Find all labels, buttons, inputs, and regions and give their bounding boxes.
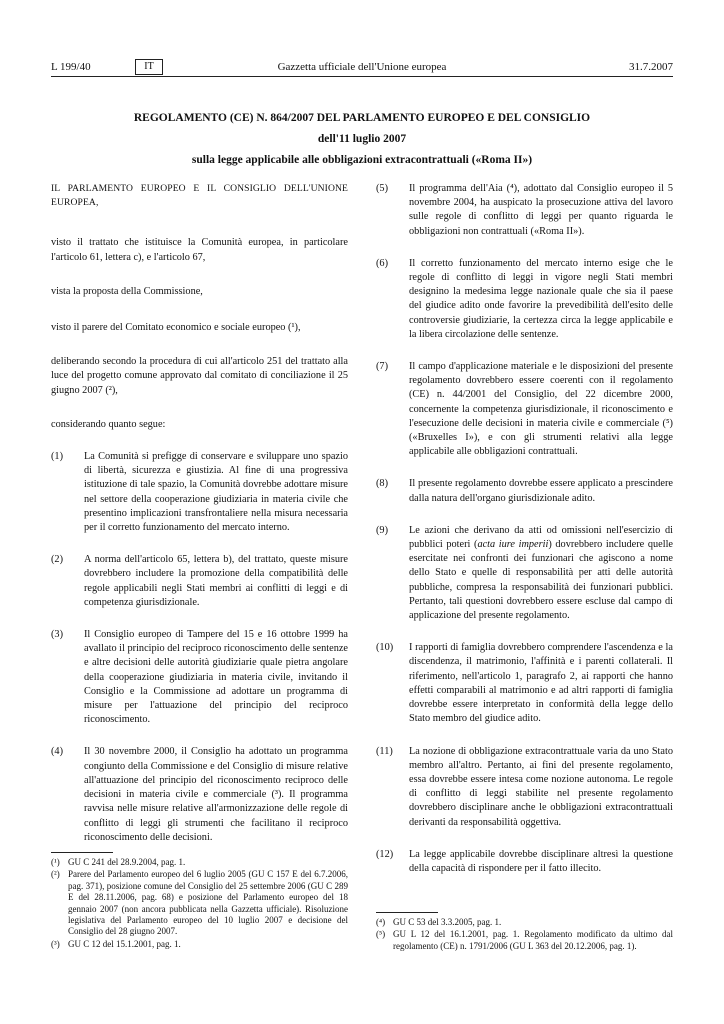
footnote-number: (⁵) xyxy=(376,929,386,940)
recital-text: Il programma dell'Aia (⁴), adottato dal Consiglio europeo il 5 novembre 2004, ha auspicato la prosecuzione attiva del lavoro sulle regole di conflitto di leggi per quanto riguarda le obbligazioni non contrattuali («Roma II»). xyxy=(409,183,673,237)
footnote xyxy=(376,929,673,952)
footnote xyxy=(51,869,348,937)
recital-text: A norma dell'articolo 65, lettera b), del trattato, queste misure dovrebbero includere la promozione della compatibilità delle regole applicabili negli Stati membri ai conflitti di leggi e di competenza giurisdizionale. xyxy=(84,554,348,608)
footnote-number: (²) xyxy=(51,869,60,880)
recital-text: La nozione di obbligazione extracontrattuale varia da uno Stato membro all'altro. Pertanto, ai fini del presente regolamento, essa dovrebbe essere intesa come nozione autonoma. Le regole di conflitto di leggi stabilite nel presente regolamento dovrebbero disciplinare anche le obbligazioni extracontrattuali derivanti da responsabilità oggettiva. xyxy=(409,745,673,828)
footnote-text: GU C 12 del 15.1.2001, pag. 1. xyxy=(68,938,181,949)
left-column xyxy=(51,182,348,863)
recital xyxy=(51,745,348,844)
recital-number: (8) xyxy=(376,478,389,490)
footnote-text: GU C 53 del 3.3.2005, pag. 1. xyxy=(393,917,502,927)
right-column xyxy=(376,182,673,894)
footnote-number: (³) xyxy=(51,938,60,949)
recital-text: Il 30 novembre 2000, il Consiglio ha adottato un programma congiunto della Commissione e del Consiglio di misure relative all'attuazione del principio del riconoscimento reciproco delle decisioni in materia civile e commerciale (³). Il programma ravvisa nelle misure relative all'armonizzazione delle regole di conflitto di leggi gli strumenti che facilitano il reciproco riconoscimento delle decisioni. xyxy=(84,746,348,843)
recital xyxy=(376,745,673,830)
recital xyxy=(376,641,673,726)
footnote xyxy=(51,939,348,950)
latin-term: acta iure imperii xyxy=(477,539,549,551)
recital-number: (11) xyxy=(376,745,393,757)
recital-number: (12) xyxy=(376,848,394,860)
recital xyxy=(376,524,673,623)
recital-text: Il corretto funzionamento del mercato interno esige che le regole di conflitto di leggi in vigore negli Stati membri designino la medesima legge nazionale quale che sia il paese del giudice adito onde favorire la prevedibilità dell'esito delle controversie giudiziarie, la certezza circa la legge applicabile e la libera circolazione delle sentenze. xyxy=(409,257,673,340)
recital xyxy=(51,553,348,610)
title-line-1: REGOLAMENTO (CE) N. 864/2007 DEL PARLAMENTO EUROPEO E DEL CONSIGLIO xyxy=(133,112,591,124)
gazette-title: Gazzetta ufficiale dell'Unione europea xyxy=(277,61,447,73)
footnote-text: GU L 12 del 16.1.2001, pag. 1. Regolamento modificato da ultimo dal regolamento (CE) n. 1791/2006 (GU L 363 del 20.12.2006, pag. 1). xyxy=(393,929,673,951)
recital xyxy=(376,257,673,342)
page-header xyxy=(51,58,673,77)
recital-number: (9) xyxy=(376,524,389,536)
preamble-paragraph: vista la proposta della Commissione, xyxy=(51,285,203,297)
preamble-paragraph: visto il trattato che istituisce la Comunità europea, in particolare l'articolo 61, lettera c), e l'articolo 67, xyxy=(51,237,348,263)
regulation-title xyxy=(51,108,673,171)
recital-text: La Comunità si prefigge di conservare e sviluppare uno spazio di libertà, sicurezza e giustizia. Al fine di una progressiva istituzione di tale spazio, la Comunità dovrebbe adottare misure nel settore della cooperazione giudiziaria in materia civile che presentino implicazioni transfrontaliere nella misura necessaria per il corretto funzionamento del mercato interno. xyxy=(84,451,348,534)
recital xyxy=(376,182,673,239)
recital-text-part: ) dovrebbero includere quelle esercitate nei confronti dei funzionari che agiscono a nome dello Stato e quelle di responsabilità per atti delle autorità pubbliche, compresa la responsabilità dei funzionari pubblici. Pertanto, tali questioni dovrebbero essere escluse dal campo di applicazione del presente regolamento. xyxy=(409,539,673,622)
recital-text xyxy=(409,524,673,623)
preamble-paragraph: deliberando secondo la procedura di cui all'articolo 251 del trattato alla luce del progetto comune approvato dal comitato di conciliazione il 25 giugno 2007 (²), xyxy=(51,356,348,396)
recital-text: I rapporti di famiglia dovrebbero comprendere l'ascendenza e la discendenza, il matrimonio, l'affinità e i parenti collaterali. Il riferimento, nell'articolo 1, paragrafo 2, ai rapporti che hanno effetti comparabili al matrimonio e ad altri rapporti di famiglia dovrebbe essere interpretato in conformità della legge dello Stato membro del giudice adito. xyxy=(409,642,673,725)
title-line-3: sulla legge applicabile alle obbligazioni extracontrattuali («Roma II») xyxy=(191,154,533,166)
recital-text: Il presente regolamento dovrebbe essere applicato a prescindere dalla natura dell'organo giurisdizionale adito. xyxy=(409,478,673,504)
recital-number: (2) xyxy=(51,554,64,566)
recital-number: (3) xyxy=(51,629,64,641)
recital-text: Il Consiglio europeo di Tampere del 15 e 16 ottobre 1999 ha avallato il principio del reciproco riconoscimento delle sentenze e altre decisioni delle autorità giudiziarie quale pietra angolare della cooperazione giudiziaria in materia civile, invitando il Consiglio e la Commissione ad adottare un programma di misure per l'attuazione del principio del reciproco riconoscimento. xyxy=(84,629,348,726)
recital-text-part: Le azioni che derivano da atti od omissioni nell'esercizio di pubblici poteri ( xyxy=(409,524,673,551)
publication-date: 31.7.2007 xyxy=(629,61,673,73)
footnote xyxy=(376,917,673,928)
recital xyxy=(376,848,673,876)
title-line-2: dell'11 luglio 2007 xyxy=(317,133,407,145)
footnotes-right xyxy=(376,908,673,953)
recital-number: (10) xyxy=(376,642,394,654)
footnote-divider xyxy=(51,852,113,853)
footnote-number: (⁴) xyxy=(376,917,386,927)
recital-number: (4) xyxy=(51,746,64,758)
footnotes-left xyxy=(51,848,348,951)
language-code-box: IT xyxy=(135,59,163,75)
footnote-number: (¹) xyxy=(51,857,60,867)
footnote-divider xyxy=(376,912,438,913)
preamble-paragraph: considerando quanto segue: xyxy=(51,418,166,430)
recital-number: (1) xyxy=(51,451,64,463)
recital-number: (7) xyxy=(376,361,389,373)
footnote xyxy=(51,857,348,868)
preamble-paragraph: visto il parere del Comitato economico e sociale europeo (¹), xyxy=(51,322,301,334)
footnote-text: GU C 241 del 28.9.2004, pag. 1. xyxy=(68,857,186,867)
recital-number: (6) xyxy=(376,257,389,269)
preamble-intro: IL PARLAMENTO EUROPEO E IL CONSIGLIO DELL'UNIONE EUROPEA, xyxy=(51,183,348,209)
page-reference: L 199/40 xyxy=(51,61,91,73)
recital xyxy=(51,450,348,535)
recital xyxy=(51,628,348,727)
footnote-text: Parere del Parlamento europeo del 6 luglio 2005 (GU C 157 E del 6.7.2006, pag. 371), posizione comune del Consiglio del 25 settembre 2006 (GU C 289 E del 28.11.2006, pag. 68) e posizione del Parlamento europeo del 18 gennaio 2007 (non ancora pubblicata nella Gazzetta ufficiale). Risoluzione legislativa del Parlamento europeo del 10 luglio 2007 e decisione del Consiglio del 28 giugno 2007. xyxy=(68,869,348,937)
recital-text: La legge applicabile dovrebbe disciplinare altresì la questione della capacità di rispondere per il fatto illecito. xyxy=(409,848,673,874)
recital xyxy=(376,360,673,459)
recital-number: (5) xyxy=(376,183,389,194)
recital-text: Il campo d'applicazione materiale e le disposizioni del presente regolamento dovrebbero essere coerenti con il regolamento (CE) n. 44/2001 del Consiglio, del 22 dicembre 2000, concernente la competenza giurisdizionale, il riconoscimento e l'esecuzione delle decisioni in materia civile e commerciale (⁵) («Bruxelles I»), e con gli strumenti relativi alla legge applicabile alle obbligazioni contrattuali. xyxy=(409,361,673,458)
recital xyxy=(376,477,673,505)
